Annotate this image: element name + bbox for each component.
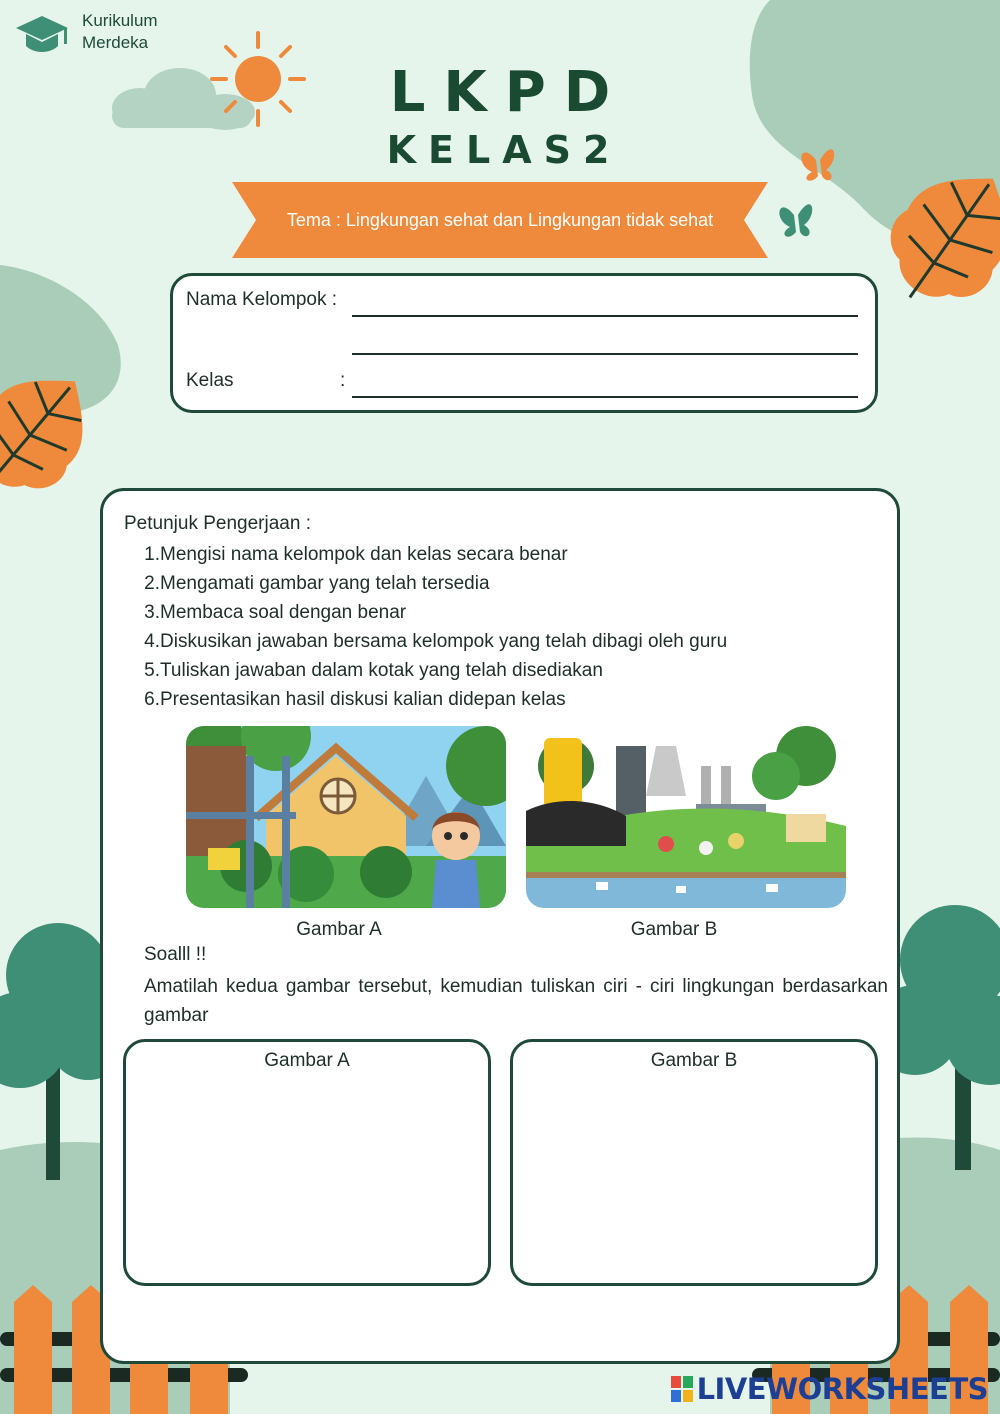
answer-input-a[interactable] (126, 1072, 488, 1272)
theme-banner-text: Tema : Lingkungan sehat dan Lingkungan tidak sehat (286, 209, 714, 230)
list-item: 6. Presentasikan hasil diskusi kalian didepan kelas (144, 689, 566, 710)
group-name-line-1[interactable] (352, 315, 858, 317)
graduation-cap-icon (14, 10, 70, 56)
brand-line-2: Merdeka (82, 33, 149, 52)
liveworksheets-icon (671, 1376, 693, 1402)
list-item: 5. Tuliskan jawaban dalam kotak yang telah disediakan (144, 660, 603, 681)
answer-box-b-title: Gambar B (650, 1050, 738, 1071)
answer-input-b[interactable] (513, 1072, 875, 1272)
liveworksheets-logo (671, 1372, 988, 1406)
answer-box-a-title: Gambar A (264, 1050, 350, 1071)
theme-banner (232, 182, 768, 258)
class-label: Kelas (186, 370, 234, 391)
question-text: Amatilah kedua gambar tersebut, kemudian tuliskan ciri - ciri lingkungan berdasarkan gambar (144, 976, 888, 1026)
image-polluted-environment (526, 726, 846, 908)
page-subtitle: KELAS2 (386, 128, 622, 172)
image-b-caption: Gambar B (630, 919, 718, 940)
image-healthy-environment (186, 726, 506, 908)
answer-box-b (510, 1039, 878, 1286)
list-item: 4. Diskusikan jawaban bersama kelompok yang telah dibagi oleh guru (144, 631, 728, 652)
list-item: 1. Mengisi nama kelompok dan kelas secara benar (144, 544, 568, 565)
group-name-label: Nama Kelompok : (186, 289, 338, 310)
brand-line-1: Kurikulum (82, 11, 158, 30)
butterfly-green-icon (779, 204, 812, 236)
brand-name (82, 10, 158, 54)
instructions-list (140, 540, 727, 714)
liveworksheets-text: LIVEWORKSHEETS (696, 1372, 988, 1406)
group-name-line-2[interactable] (352, 353, 858, 355)
list-item: 3. Membaca soal dengan benar (144, 602, 407, 623)
answer-box-a (123, 1039, 491, 1286)
brand-header (14, 10, 158, 56)
list-item: 2. Mengamati gambar yang telah tersedia (144, 573, 490, 594)
class-line[interactable] (352, 396, 858, 398)
instructions-heading: Petunjuk Pengerjaan : (124, 513, 311, 534)
image-a-caption: Gambar A (296, 919, 382, 940)
class-colon: : (340, 370, 346, 391)
question-heading: Soalll !! (144, 944, 207, 965)
page-title: LKPD (389, 60, 629, 125)
